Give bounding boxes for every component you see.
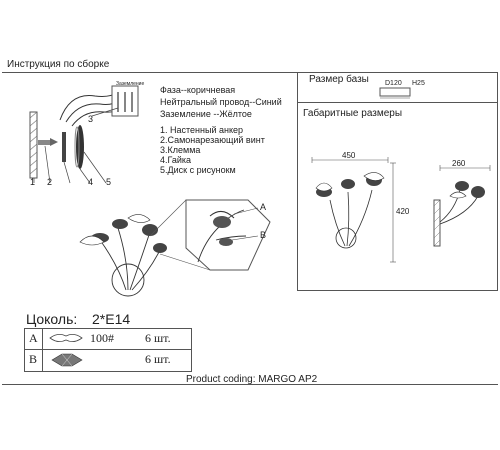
socket-label: Цоколь:	[26, 311, 78, 327]
detail-label-b: B	[260, 230, 267, 240]
callout-3: 3	[88, 114, 94, 124]
parts-item-4: 4.Гайка	[160, 155, 192, 165]
accessory-b-qty: 6 шт.	[145, 352, 171, 366]
base-size-title: Размер базы	[309, 74, 369, 85]
parts-item-5: 5.Диск с рисунокм	[160, 165, 236, 175]
parts-item-2: 2.Самонарезающий винт	[160, 135, 265, 145]
parts-item-1: 1. Настенный анкер	[160, 125, 243, 135]
callout-4: 4	[88, 177, 94, 187]
socket-value: 2*E14	[92, 311, 131, 327]
base-height: H25	[412, 80, 425, 87]
product-coding: Product coding: MARGO AP2	[186, 374, 318, 385]
crystal-a-icon	[50, 334, 82, 341]
phase-text: Фаза--коричневая	[160, 85, 236, 95]
callout-5: 5	[106, 177, 112, 187]
callout-2: 2	[47, 177, 53, 187]
accessory-a-qty: 6 шт.	[145, 331, 171, 345]
accessory-b-letter: B	[29, 352, 38, 366]
height-value: 420	[396, 207, 410, 216]
width-value: 450	[342, 151, 356, 160]
callout-1: 1	[30, 177, 36, 187]
parts-item-3: 3.Клемма	[160, 145, 201, 155]
accessory-a-code: 100#	[90, 331, 114, 345]
dimensions-title: Габаритные размеры	[303, 108, 403, 119]
neutral-text: Нейтральный провод--Синий	[160, 97, 282, 107]
depth-value: 260	[452, 159, 466, 168]
terminal-label: Заземление	[116, 81, 145, 87]
base-diameter: D120	[385, 80, 402, 87]
accessory-a-letter: A	[29, 331, 38, 345]
ground-text: Заземление --Жёлтое	[160, 109, 252, 119]
detail-label-a: A	[260, 202, 267, 212]
page-title: Инструкция по сборке	[7, 59, 110, 70]
crystal-b-icon	[52, 354, 82, 366]
